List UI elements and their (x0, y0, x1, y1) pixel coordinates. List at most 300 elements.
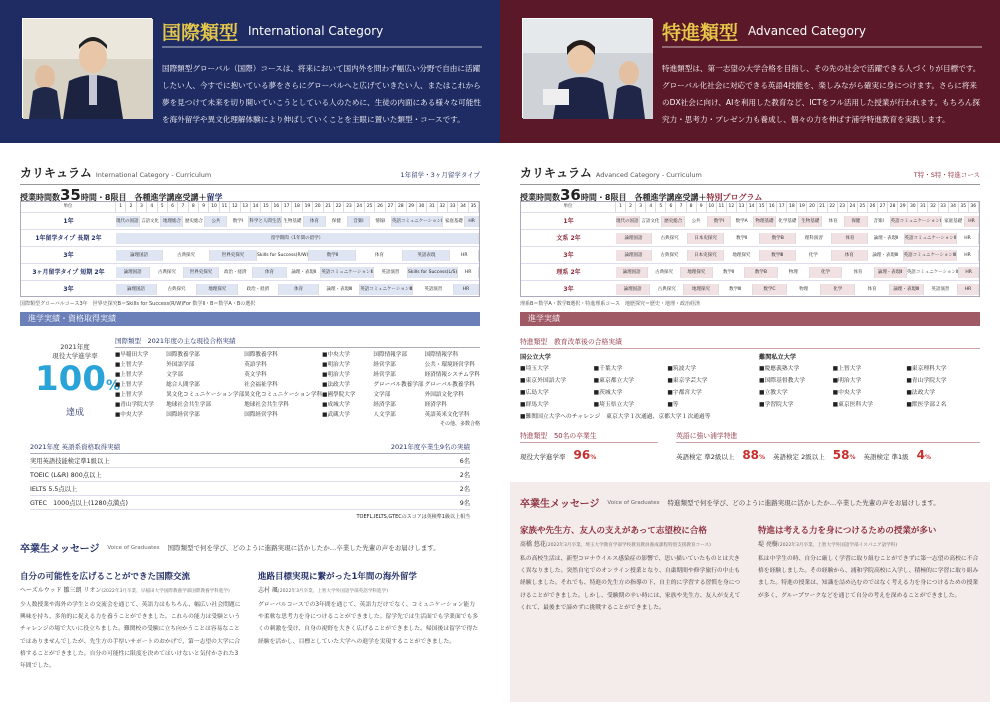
grid-period: 20 (807, 202, 817, 212)
grid-cell: HR (450, 250, 479, 261)
grid-cell: 英語表現 (403, 250, 450, 261)
pass-entry: 地球社会共生学科 (244, 402, 289, 408)
graduate-message (20, 570, 242, 709)
message-name: 堤 亮樹 (758, 541, 778, 548)
hours-accent: 留学 (206, 193, 223, 202)
grid-cell: HR (958, 284, 979, 295)
university-entry: ■学習院大学 (759, 402, 794, 408)
grid-period: 22 (828, 202, 838, 212)
pass-entry: 英文学科 (244, 372, 267, 378)
license-title: 2021年度 英語系資格取得実績 (30, 443, 121, 451)
pass-entry: 地球社会共生学部 (166, 402, 211, 408)
grid-period: 21 (324, 202, 334, 212)
category-title (662, 20, 982, 48)
grid-cell: 家庭基礎 (942, 216, 965, 227)
group-title: 国公立大学 (520, 354, 551, 361)
grid-cell: 体育 (279, 284, 320, 295)
rate-value: 100 (35, 359, 106, 399)
grid-period: 12 (727, 202, 737, 212)
pass-entry: ■中央大学 (115, 412, 143, 418)
student-photo (522, 18, 652, 118)
license-name: 実用英語技能検定準1級以上 (30, 458, 110, 465)
license-name: GTEC 1000点以上(1280点満点) (30, 500, 128, 507)
grid-cell: HR (454, 284, 479, 295)
grid-period: 15 (757, 202, 767, 212)
grid-period: 21 (818, 202, 828, 212)
international-header-band (0, 0, 500, 143)
license-row (30, 496, 470, 510)
grid-header-label: 単位 (21, 202, 116, 212)
grid-period: 33 (448, 202, 458, 212)
grid-cell: 数学Ⅰ (708, 216, 731, 227)
message-title: 自分の可能性を広げることができた国際交流 (20, 572, 191, 582)
hours-suffix: 時間・8限目 (80, 193, 127, 202)
grid-cell: 論理・表現Ⅲ (319, 284, 360, 295)
grid-period: 18 (787, 202, 797, 212)
grid-period: 29 (407, 202, 417, 212)
pass-entry: ■中央大学 (322, 352, 350, 358)
pass-entry: ■武蔵大学 (322, 412, 350, 418)
results-bar: 進学実績・資格取得実績 (20, 312, 480, 326)
grid-cells (116, 284, 479, 295)
grid-cell: 物理 (778, 267, 810, 278)
university-entry: ■埼玉大学 (520, 366, 549, 372)
grid-period: 25 (365, 202, 375, 212)
grid-cell: 化学基礎 (776, 216, 799, 227)
results-bar: 進学実績 (520, 312, 980, 326)
message-name: ヘーズルウッド 雛三朗 リオン (20, 587, 102, 594)
grid-period: 27 (386, 202, 396, 212)
grid-cell: 論理国語 (616, 233, 652, 244)
grid-cell: 数学Ⅱ (309, 250, 356, 261)
university-entry: ■筑波大学 (667, 366, 696, 372)
grid-cell: 論理国語 (616, 267, 648, 278)
grid-cell: Skills for Success(R/W) (257, 250, 309, 261)
grid-row (21, 263, 479, 280)
university-entry: ■茨城大学 (593, 390, 623, 396)
grid-row-label: 3年 (63, 252, 74, 259)
grid-cells (116, 250, 479, 261)
university-entry: ■等 (667, 402, 679, 408)
rate-title: 特進類型 50名の卒業生 (520, 430, 658, 443)
pass-entry: 経済情報システム学科 (424, 372, 480, 378)
grid-row (21, 280, 479, 297)
grid-period: 8 (687, 202, 697, 212)
pass-entry: 外国語文化学科 (424, 392, 464, 398)
grid-row (21, 212, 479, 229)
grid-cell: 理科演習 (796, 233, 832, 244)
grid-period: 30 (908, 202, 918, 212)
messages-en: Voice of Graduates (107, 544, 160, 551)
hours-extra: 各種進学講座受講＋ (134, 193, 207, 202)
curriculum-grid (520, 201, 980, 297)
grid-cell: 数学A (731, 216, 754, 227)
grid-period: 2 (126, 202, 136, 212)
grid-cell: 古典探究 (157, 284, 198, 295)
pass-entry: ■上智大学 (115, 392, 143, 398)
grid-cells (616, 233, 979, 244)
grid-cells (616, 284, 979, 295)
message-name: 志村 颯 (258, 587, 278, 594)
license-results (30, 442, 470, 520)
curriculum-tag: 1年留学・3ヶ月留学タイプ (400, 171, 480, 179)
grid-period: 29 (898, 202, 908, 212)
grid-cell: 英語演習 (413, 284, 454, 295)
grid-cell: 古典探究 (648, 267, 680, 278)
grid-cell: 日本史探究 (688, 250, 724, 261)
pass-entry: ■明治大学 (322, 362, 350, 368)
english-title: 英語に強い浦学特進 (676, 430, 980, 443)
grid-cell: 生物基礎 (799, 216, 822, 227)
pass-results (520, 336, 980, 420)
university-entry: ■法政大学 (906, 390, 935, 396)
grid-period: 8 (189, 202, 199, 212)
license-foot: TOEFL,IELTS,GTECのスコアは英検準1級以上相当 (356, 514, 470, 520)
license-column: 2021年度卒業生9名の実績 (390, 443, 470, 451)
grid-cell: 公共 (685, 216, 708, 227)
grid-cell: 保健 (326, 216, 348, 227)
grid-period: 12 (230, 202, 240, 212)
grid-period: 25 (858, 202, 868, 212)
university-entry: ■獣医学部２名 (906, 402, 947, 408)
grid-cell: 英語コミュニケーションⅡ (321, 267, 373, 278)
university-entry: ■宇都宮大学 (667, 390, 702, 396)
grid-cell: 言語文化 (140, 216, 162, 227)
grid-period: 27 (878, 202, 888, 212)
pass-entry: 外国語学部 (166, 362, 195, 368)
private-universities (759, 352, 980, 420)
pass-entry: ■上智大学 (115, 372, 143, 378)
pass-entry: ■明治大学 (322, 372, 350, 378)
university-entry: ■立教大学 (759, 390, 788, 396)
advanced-header-band (500, 0, 1000, 143)
grid-period: 26 (375, 202, 385, 212)
grid-cell: 論理国語 (616, 284, 650, 295)
grid-cells (116, 216, 479, 227)
grid-period: 17 (777, 202, 787, 212)
grid-row (21, 229, 479, 246)
category-title-en: Advanced Category (748, 24, 866, 38)
grid-period: 3 (137, 202, 147, 212)
curriculum-subtitle: Advanced Category - Curriculum (595, 171, 702, 179)
grid-period: 4 (147, 202, 157, 212)
university-entry: ■中央大学 (832, 390, 862, 396)
grid-cell: 体育 (822, 216, 845, 227)
grid-period: 14 (251, 202, 261, 212)
curriculum-subtitle: International Category - Curriculum (95, 171, 212, 179)
public-universities (520, 352, 741, 420)
grid-cell: 体育 (832, 250, 868, 261)
license-row (30, 468, 470, 482)
messages-en: Voice of Graduates (607, 499, 660, 506)
pass-entry: 国際教養学部 (166, 352, 200, 358)
grid-cells (116, 233, 479, 244)
grid-period: 10 (209, 202, 219, 212)
pass-entry: 文学部 (166, 372, 183, 378)
grid-cell: 数学Ⅲ (719, 284, 753, 295)
rate-unit: % (590, 454, 597, 461)
grid-cell: 言語文化 (640, 216, 663, 227)
license-count: 6名 (459, 458, 470, 465)
hours-number: 36 (560, 186, 581, 204)
grid-period: 9 (199, 202, 209, 212)
pass-grid (115, 350, 480, 418)
license-name: IELTS 5.5点以上 (30, 486, 78, 493)
grid-period: 34 (949, 202, 959, 212)
grid-cell: 英語演習 (374, 267, 408, 278)
pass-entry: グローバル教養学科 (424, 382, 475, 388)
pass-entry: ■法政大学 (322, 382, 350, 388)
message-name-note: (2022年3月卒業、埼玉大学教育学部学校教育教員養成課程特別支援教育コース) (545, 543, 711, 548)
grid-cell: 公共 (205, 216, 227, 227)
grid-cell: HR (965, 216, 979, 227)
grid-cells (116, 267, 479, 278)
english-value: 88% (742, 448, 766, 462)
grid-cell: 古典探究 (150, 267, 184, 278)
grid-cell: 英語コミュニケーションⅢ (360, 284, 413, 295)
hours-accent: 特別プログラム (706, 193, 763, 202)
graduate-message (520, 524, 742, 703)
grid-cell: 英語コミュニケーションⅠ (891, 216, 943, 227)
english-value: 58% (832, 448, 856, 462)
grid-period: 14 (747, 202, 757, 212)
university-entry: ■東京学芸大学 (667, 378, 708, 384)
hours-suffix: 時間・8限目 (580, 193, 627, 202)
grid-cell: 地理探究 (197, 284, 238, 295)
grid-cell: 日本史探究 (688, 233, 724, 244)
grid-cell: 化学 (821, 284, 855, 295)
english-unit: % (925, 454, 932, 461)
license-count: 9名 (459, 500, 470, 507)
rate-number (35, 359, 121, 405)
grid-cell: 論理・表現Ⅲ (868, 250, 904, 261)
grid-cell: 歴史総合 (662, 216, 685, 227)
pass-entry: 人文学部 (373, 412, 396, 418)
license-row (30, 482, 470, 496)
grid-row-label: 1年 (563, 218, 574, 225)
grid-cell: 論理国語 (116, 267, 150, 278)
curriculum-note: 国際類型グローバルコース3年 世界史探究B＝Skills for Success(R/W)For 数学Ⅱ・B＝数学A・Bの選択 (20, 301, 256, 307)
grid-period: 28 (396, 202, 406, 212)
grid-period: 24 (848, 202, 858, 212)
rate-label: 現役大学進学率 (520, 453, 566, 461)
grid-cells (616, 216, 979, 227)
grid-cell: 音楽Ⅰ (868, 216, 891, 227)
grid-row-label: 理系 2年 (556, 269, 581, 276)
english-label: 英語検定 準1級 (863, 453, 909, 461)
grid-cell: 英語コミュニケーションⅢ (904, 250, 957, 261)
message-name: 髙橋 悠花 (520, 541, 546, 548)
grid-cell: 体育 (253, 267, 287, 278)
grid-cell: 論理・表現Ⅲ (890, 284, 924, 295)
grid-period: 4 (646, 202, 656, 212)
grid-cell: HR (957, 233, 979, 244)
rate-achieved: 達成 (65, 408, 84, 418)
grid-period: 11 (220, 202, 230, 212)
university-entry: ■東京外国語大学 (520, 378, 567, 384)
pass-entry: ■青山学院大学 (115, 402, 154, 408)
grid-period: 2 (626, 202, 636, 212)
pass-entry: ■早稲田大学 (115, 352, 149, 358)
message-body: グローバルコースでの3年間を通じて、英語力だけでなく、コミュニケーション能力や柔軟な思考力を身につけることができました。留学先では生活面でも学業面でも多くの刺激を受け、自身の視野を大きく広げることができました。帰国後は留学で得た経験を活かし、目標としていた大学への進学を実現することができました。 (258, 602, 479, 645)
pass-entry: 英語学科 (244, 362, 267, 368)
grid-row-label: 3年 (563, 286, 574, 293)
grid-cell: 世界史探究 (210, 250, 257, 261)
grid-row (521, 212, 979, 229)
rate-year: 2021年度 (60, 343, 90, 351)
pass-entry: 国際情報学科 (424, 352, 459, 358)
messages-heading (520, 495, 980, 510)
grid-cell: 情報Ⅰ (370, 216, 392, 227)
grid-period: 36 (969, 202, 979, 212)
grid-period: 7 (676, 202, 686, 212)
grid-period: 31 (427, 202, 437, 212)
grid-cell: 世界史探究 (184, 267, 218, 278)
curriculum-heading (520, 164, 980, 185)
grid-period: 16 (272, 202, 282, 212)
pass-title: 国際類型 2021年度の主な現役合格実績 (115, 336, 480, 348)
english-label: 英語検定 2級以上 (773, 453, 825, 461)
pass-entry: 経営学部 (373, 372, 396, 378)
university-entry: ■国際基督教大学 (759, 378, 806, 384)
hours-prefix: 授業時間数 (520, 193, 560, 202)
grid-period: 3 (636, 202, 646, 212)
grid-cell: 体育 (842, 267, 874, 278)
university-entry: ■青山学院大学 (906, 378, 947, 384)
message-name-note: (2022年3月卒業、早稲田大学国際教養学部国際教養学科進学) (101, 589, 230, 594)
grid-period: 16 (767, 202, 777, 212)
grid-cell: 古典探究 (650, 284, 684, 295)
grid-period: 20 (313, 202, 323, 212)
grid-cell: 数学B (745, 267, 777, 278)
category-title-jp: 特進類型 (662, 21, 739, 44)
university-entry: ■東京医科大学 (832, 402, 873, 408)
grid-period: 26 (868, 202, 878, 212)
grid-cell: 科学と人間生活 (249, 216, 282, 227)
pass-entry: 文学部 (373, 392, 391, 398)
pass-entry: 公共・環境経営学科 (424, 362, 475, 368)
grid-cell: 英語コミュニケーションⅡ (907, 267, 959, 278)
pass-entry: ■上智大学 (115, 382, 143, 388)
messages-desc: 国際類型で何を学び、どのように進路実現に活かしたか…卒業した先輩の声をお届けします。 (167, 544, 440, 552)
university-entry: ■広島大学 (520, 390, 549, 396)
pass-results (115, 336, 480, 427)
grid-cell: 論理国語 (116, 284, 157, 295)
message-body: 少人数授業や海外の学生との交流会を通じて、英語力はもちろん、幅広い社会問題に興味を持ち、多角的に捉える力を養うことができました。これらの能力は受験というチャレンジの場で大いに役立ちました。難関校の受験に立ち向かうことは容易なことではありませんでしたが、先生方の手厚いサポートのおかげで、第一志望の大学に合格することができました。自分の可能性に限度を決めてはいけないと気付かされた3年間でした。 (20, 602, 241, 670)
university-entry: ■明治大学 (832, 378, 862, 384)
grid-cell: Skills for Success(L/S) (408, 267, 458, 278)
grid-cell: 歴史総合 (183, 216, 205, 227)
curriculum-note: 理系B＝数学A・数学B選択・特進理系コース 地歴探究＝歴史・地理・政治経済 (520, 301, 701, 307)
grid-row (521, 280, 979, 297)
rate-unit: % (105, 378, 121, 394)
grid-cell: 英語演習 (924, 284, 958, 295)
university-entry: ■千葉大学 (593, 366, 623, 372)
messages-desc: 特進類型で何を学び、どのように進路実現に活かしたか…卒業した先輩の声をお届けします。 (667, 499, 940, 507)
pass-entry: 総合人間学部 (166, 382, 200, 388)
message-title: 特進は考える力を身につけるための授業が多い (758, 526, 937, 536)
graduate-message (758, 524, 980, 703)
message-title: 進路目標実現に繋がった1年間の海外留学 (258, 572, 417, 582)
pass-entry: 異文化コミュニケーション学科 (244, 392, 323, 398)
grid-cell: 数学C (753, 284, 787, 295)
pass-entry: 経済学科 (424, 402, 447, 408)
message-body: 私の高校生活は、新型コロナウイルス感染症の影響で、思い描いていたものとは大きく異なりました。突然自宅でのオンライン授業となり、自粛期間や修学旅行の中止も経験しました。それでも、特進の先生方の指導の下、自主的に学習する習慣を身につけることができました。しかし、受験期の辛い時には、家族や先生方、友人が支えてくれて、最後まで諦めずに挑戦することができました。 (520, 556, 741, 611)
international-page (0, 0, 500, 707)
curriculum-title: カリキュラム (520, 166, 592, 180)
category-title (162, 20, 482, 48)
messages-title: 卒業生メッセージ (520, 499, 600, 510)
grid-period: 30 (417, 202, 427, 212)
grid-cell: 英語コミュニケーションⅡ (905, 233, 957, 244)
grid-row-label: 1年留学タイプ 長期 2年 (35, 235, 102, 242)
pass-entry: ■上智大学 (115, 362, 143, 368)
university-entry: ■上智大学 (832, 366, 862, 372)
curriculum-tag: T特・S特・特進コース (913, 171, 980, 179)
license-row (30, 454, 470, 468)
grid-cell: 家庭基礎 (443, 216, 465, 227)
grid-period: 7 (178, 202, 188, 212)
pass-entry: 経済学部 (373, 402, 396, 408)
grid-cell: 政治・経済 (219, 267, 253, 278)
grid-cell: 地理探究 (684, 284, 718, 295)
grid-cell: 論理国語 (116, 250, 163, 261)
category-description: 国際類型グローバル（国際）コースは、将来において国内外を問わず幅広い分野で自由に活躍したい人、今すでに抱いている夢をさらにグローバルへと広げていきたい人、またはこれから夢を見つけて未来を切り開いていこうとしている人のために、生徒の内面にある様々な可能性を海外留学や異文化理解体験により伸ばしていくことを主眼に置いた類型・コースです。 (162, 64, 481, 124)
pass-entry: 英語英米文化学科 (424, 412, 470, 418)
grid-period: 23 (344, 202, 354, 212)
rate-label: 現役大学進学率 (52, 352, 98, 360)
grid-period: 6 (666, 202, 676, 212)
graduate-message (258, 570, 480, 709)
grid-cell: 英語コミュニケーションⅠ (392, 216, 444, 227)
message-title: 家族や先生方、友人の支えがあって志望校に合格 (520, 526, 707, 536)
grid-period: 18 (292, 202, 302, 212)
grid-cell: 物理基礎 (754, 216, 777, 227)
grid-cell: 体育 (855, 284, 889, 295)
license-count: 2名 (459, 472, 470, 479)
grid-cell: 政治・経済 (238, 284, 279, 295)
grid-period: 11 (717, 202, 727, 212)
message-name-note: (2022年3月卒業、上智大学外国語学部イスパニア語学科) (777, 543, 898, 548)
messages-title: 卒業生メッセージ (20, 544, 100, 555)
grid-period: 13 (241, 202, 251, 212)
english-unit: % (759, 454, 766, 461)
university-entry: ■東京都立大学 (593, 378, 634, 384)
category-description: 特進類型は、第一志望の大学合格を目指し、その先の社会で活躍できる人づくりが目標です。グローバル化社会に対応できる英語4技能を、楽しみながら確実に身につけます。さらに将来のDX社会に向け、AIを利用した教育など、ICTをフル活用した授業が行われます。もちろん探究力・思考力・プレゼン力も養成し、個々の力を伸ばす浦学特進教育を実践します。 (662, 64, 981, 124)
english-unit: % (849, 454, 856, 461)
category-title-jp: 国際類型 (162, 21, 239, 44)
grid-period: 13 (737, 202, 747, 212)
curriculum-grid (20, 201, 480, 297)
pass-foot: その他、多数合格 (439, 421, 480, 427)
grid-period: 15 (261, 202, 271, 212)
grid-period: 31 (918, 202, 928, 212)
university-extra: ■難関国立大学へのチャレンジ 東京大学１次通過、京都大学１次通過等 (520, 414, 711, 420)
english-value: 4% (916, 448, 932, 462)
grid-period: 32 (928, 202, 938, 212)
pass-title: 特進類型 教育改革後の合格実績 (520, 336, 980, 349)
grid-cell: 現代の国語 (616, 216, 640, 227)
graduate-rate (520, 430, 658, 462)
pass-entry: 異文化コミュニケーション学部 (166, 392, 245, 398)
hours-prefix: 授業時間数 (20, 193, 60, 202)
messages (520, 524, 980, 703)
grid-cell: 体育 (832, 233, 868, 244)
grid-cell: 数学Ⅲ (760, 250, 796, 261)
student-photo (22, 18, 152, 118)
grid-cell: 化学 (796, 250, 832, 261)
grid-cell: 数学B (760, 233, 796, 244)
